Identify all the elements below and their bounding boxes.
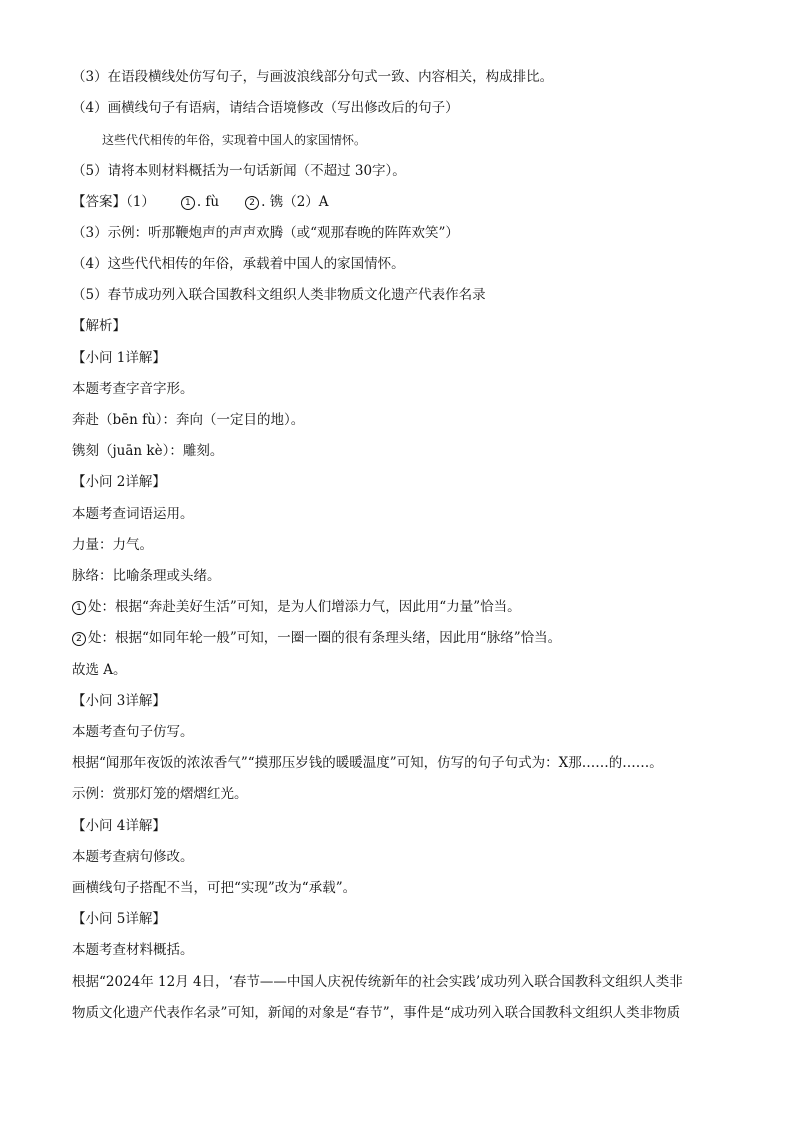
question-5: （5）请将本则材料概括为一句话新闻（不超过 30字）。 — [72, 163, 406, 179]
answer-1: . fù — [196, 194, 220, 210]
text-line: 本题考查字音字形。 — [72, 381, 194, 397]
answer-3: （3）示例：听那鞭炮声的声声欢腾（或“观那春晚的阵阵欢笑”） — [72, 225, 459, 241]
text-line: 本题考查词语运用。 — [72, 506, 194, 522]
analysis-heading: 【解析】 — [72, 318, 126, 334]
text-line: 根据“2024年 12月 4日，‘春节——中国人庆祝传统新年的社会实践’成功列入联合国教科文组织人类非 — [72, 974, 683, 990]
text-line: 1 处：根据“奔赴美好生活”可知，是为人们增添力气，因此用“力量”恰当。 — [72, 597, 732, 617]
text-line: 奔赴（bēn fù）：奔向（一定目的地）。 — [72, 412, 305, 428]
subq-5-heading: 【小问 5详解】 — [72, 911, 166, 927]
subq-4-heading: 【小问 4详解】 — [72, 818, 166, 834]
circled-2-icon: 2 — [245, 196, 259, 210]
text-line: 本题考查材料概括。 — [72, 942, 194, 958]
circled-2-icon: 2 — [72, 632, 86, 646]
text-line: 镌刻（juān kè）：雕刻。 — [72, 443, 224, 459]
answer-5: （5）春节成功列入联合国教科文组织人类非物质文化遗产代表作名录 — [72, 287, 486, 303]
text-line: 物质文化遗产代表作名录”可知，新闻的对象是“春节”，事件是“成功列入联合国教科文组织人类非物质 — [72, 1005, 681, 1021]
circled-1-icon: 1 — [72, 601, 86, 615]
question-4: （4）画横线句子有语病，请结合语境修改（写出修改后的句子） — [72, 100, 459, 116]
text-line: 2 处：根据“如同年轮一般”可知，一圈一圈的很有条理头绪，因此用“脉络”恰当。 — [72, 628, 732, 648]
answer-label: 【答案】（1） — [72, 194, 155, 210]
answer-line — [72, 192, 732, 212]
question-3: （3）在语段横线处仿写句子，与画波浪线部分句式一致、内容相关，构成排比。 — [72, 69, 554, 85]
text-line: 本题考查病句修改。 — [72, 849, 194, 865]
text-line: 脉络：比喻条理或头绪。 — [72, 568, 221, 584]
text-line: 故选 A。 — [72, 662, 127, 678]
subq-2-heading: 【小问 2详解】 — [72, 474, 166, 490]
answer-4: （4）这些代代相传的年俗，承载着中国人的家国情怀。 — [72, 256, 405, 272]
text-line: 画横线句子搭配不当，可把“实现”改为“承载”。 — [72, 880, 357, 896]
text-line: 本题考查句子仿写。 — [72, 724, 194, 740]
text-line: 根据“闻那年夜饭的浓浓香气”“摸那压岁钱的暖暖温度”可知，仿写的句子句式为：X那……的……。 — [72, 755, 663, 771]
sick-sentence: 这些代代相传的年俗，实现着中国人的家国情怀。 — [102, 133, 367, 147]
subq-3-heading: 【小问 3详解】 — [72, 693, 166, 709]
text-line: 示例：赏那灯笼的熠熠红光。 — [72, 786, 248, 802]
subq-1-heading: 【小问 1详解】 — [72, 350, 166, 366]
text-line: 力量：力气。 — [72, 537, 153, 553]
answer-2: . 镌（2）A — [261, 194, 329, 210]
circled-1-icon: 1 — [181, 196, 195, 210]
